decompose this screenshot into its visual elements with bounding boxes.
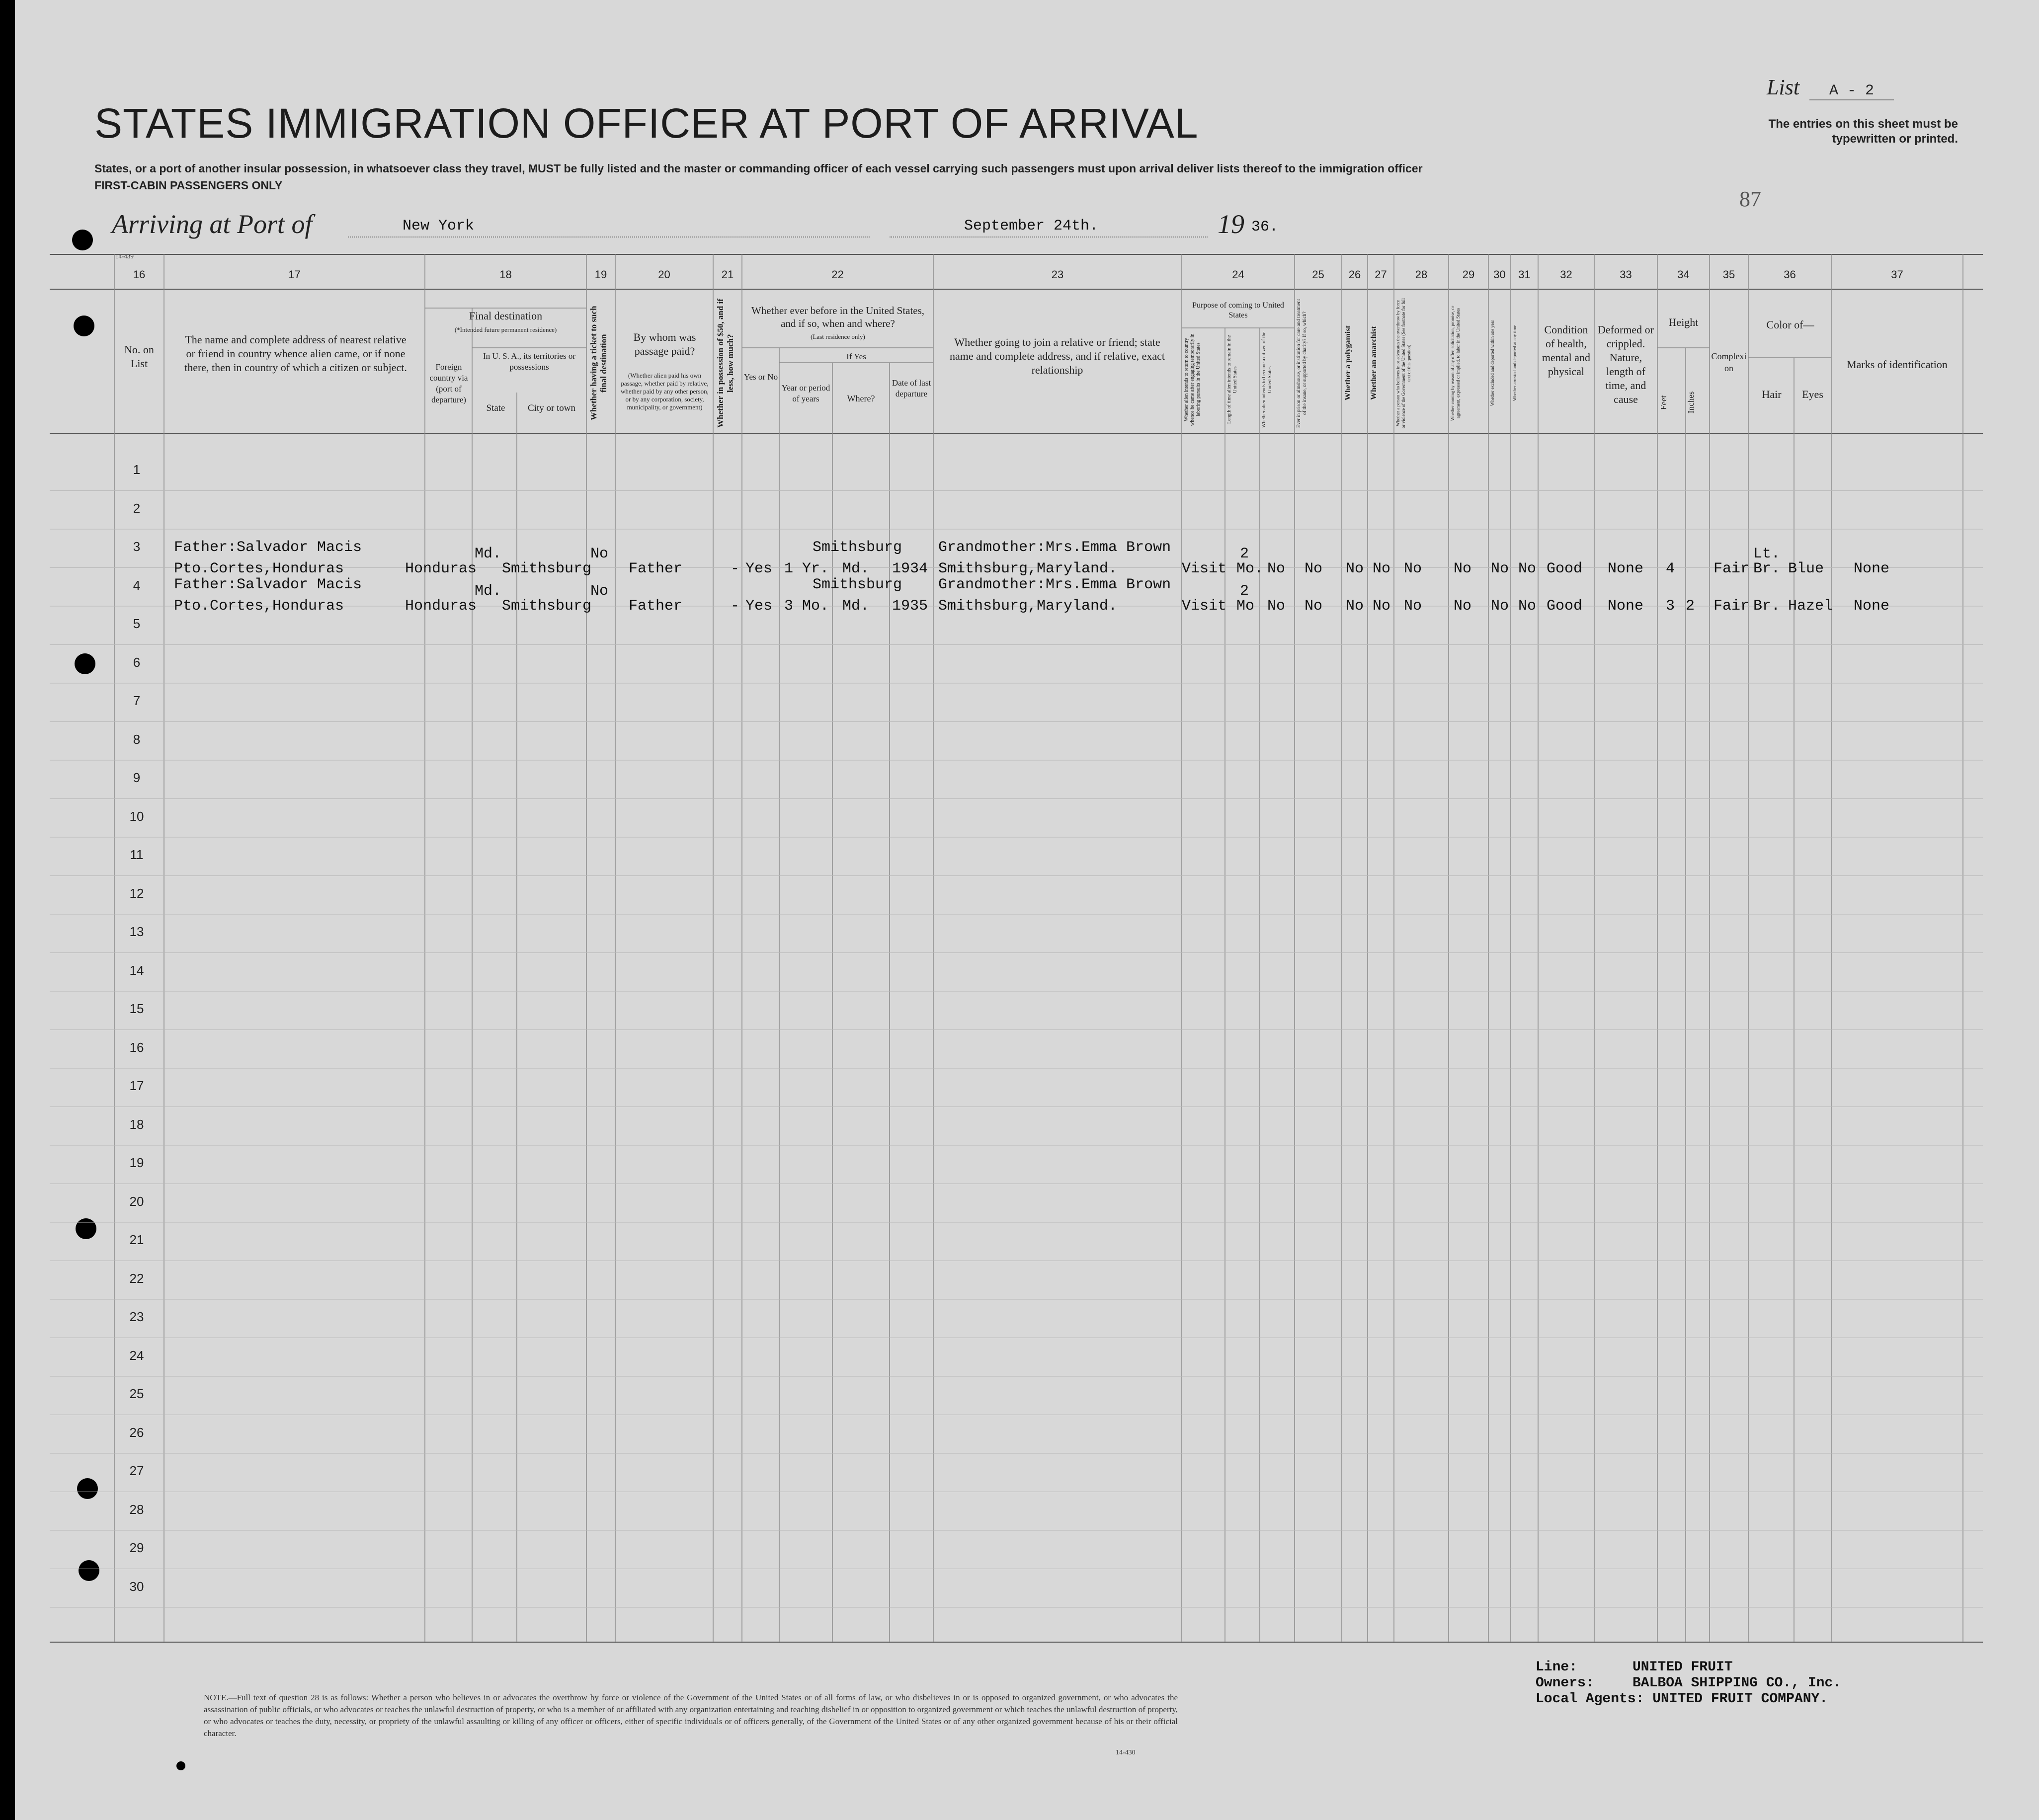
q30: No	[1491, 598, 1509, 615]
col-num-21: 21	[721, 268, 734, 281]
punch-hole	[76, 1218, 96, 1239]
header-color-of: Color of—	[1766, 318, 1814, 331]
where-line2: Md.	[842, 560, 870, 577]
header-condition: Condition of health, mental and physical	[1542, 323, 1591, 378]
header-inches: Inches	[1686, 391, 1696, 414]
row-number: 18	[129, 1116, 144, 1132]
punch-hole	[72, 230, 93, 250]
q29: No	[1454, 560, 1472, 577]
prison: No	[1305, 598, 1323, 615]
city: Smithsburg	[502, 598, 592, 615]
row-number: 17	[129, 1078, 144, 1093]
header-state: State	[486, 403, 505, 413]
row-number: 3	[133, 539, 141, 554]
row-number: 11	[130, 847, 144, 862]
instructions-text: States, or a port of another insular possession, in whatsoever class they travel, MUST be fully listed and the master or commanding officer of each vessel carrying such passengers must upon arrival deliver lists thereof to the immigration officer	[94, 162, 1423, 175]
col-num-23: 23	[1051, 268, 1064, 281]
foreign-country: Honduras	[405, 598, 477, 615]
header-anarchist: Whether an anarchist	[1370, 326, 1378, 400]
punch-hole	[176, 1761, 185, 1770]
header-ever-before-note: (Last residence only)	[811, 333, 865, 340]
join-line1: Grandmother:Mrs.Emma Brown	[938, 539, 1171, 556]
header-purpose-c: Whether alien intends to become a citizen of the United States	[1261, 331, 1273, 428]
header-purpose: Purpose of coming to United States	[1192, 301, 1284, 319]
agents-label: Local Agents:	[1536, 1691, 1644, 1707]
instructions	[94, 160, 1685, 194]
punch-hole	[79, 1560, 99, 1581]
row-number: 4	[133, 577, 141, 593]
ever-before: Yes	[745, 560, 773, 577]
departure: 1935	[892, 598, 928, 615]
q30: No	[1491, 560, 1509, 577]
header-final-destination-note: (*Intended future permanent residence)	[454, 326, 557, 333]
row-number: 10	[129, 808, 144, 824]
header-prison: Ever in prison or almshouse, or institution for care and treatment of the insane, or supported by charity? If so, which?	[1296, 299, 1307, 428]
page-title: STATES IMMIGRATION OFFICER AT PORT OF ARRIVAL	[94, 100, 1199, 147]
list-value: A - 2	[1809, 82, 1894, 100]
header-if-yes: If Yes	[846, 352, 866, 361]
row-number: 8	[133, 731, 141, 747]
header-complexion: Complexion	[1711, 351, 1747, 373]
period: 1 Yr.	[784, 560, 829, 577]
page-number: 87	[1739, 187, 1761, 211]
feet: 4	[1666, 560, 1675, 577]
header-passage-paid: By whom was passage paid?	[633, 331, 696, 357]
col-num-27: 27	[1375, 268, 1387, 281]
header-date-departure: Date of last departure	[892, 378, 931, 398]
eyes: Blue	[1788, 560, 1824, 577]
col-num-22: 22	[831, 268, 844, 281]
header-yes-no: Yes or No	[743, 372, 778, 382]
fifty-dollars: -	[731, 598, 740, 615]
hair-line1: Lt.	[1753, 546, 1781, 562]
citizen: No	[1267, 560, 1286, 577]
list-label: List	[1767, 75, 1800, 99]
line-label: Line:	[1536, 1660, 1578, 1675]
col-num-34: 34	[1677, 268, 1690, 281]
complexion: Fair	[1713, 598, 1750, 615]
departure: 1934	[892, 560, 928, 577]
header-hair: Hair	[1762, 388, 1782, 400]
col-num-17: 17	[288, 268, 301, 281]
header-in-usa: In U. S. A., its territories or possessions	[483, 351, 576, 372]
header-q28: Whether a person who believes in or advocates the overthrow by force or violence of the Government of the United States (See footnote for full text of this question)	[1395, 298, 1411, 428]
owners-value: BALBOA SHIPPING CO., Inc.	[1632, 1675, 1842, 1691]
row-number: 9	[133, 770, 141, 785]
col-num-20: 20	[658, 268, 670, 281]
eyes: Hazel	[1788, 598, 1833, 615]
col-num-29: 29	[1462, 268, 1475, 281]
col-num-28: 28	[1415, 268, 1428, 281]
footer-form-code: 14-430	[1116, 1749, 1136, 1756]
col-num-26: 26	[1348, 268, 1361, 281]
row-number: 13	[129, 924, 144, 939]
row-number: 19	[129, 1155, 144, 1170]
punch-hole	[75, 653, 95, 674]
arriving-label: Arriving at Port of	[112, 209, 313, 239]
header-fifty-dollars: Whether in possession of $50, and if less, how much?	[716, 299, 735, 428]
hair-line2: Br.	[1753, 598, 1781, 615]
state: Md.	[475, 546, 502, 562]
header-q29: Whether coming by reason of any offer, solicitation, promise, or agreement, expressed or implied, to labor in the United States	[1450, 306, 1461, 421]
row-number: 20	[129, 1193, 144, 1209]
purpose: Visit	[1182, 598, 1227, 615]
relative-line2: Pto.Cortes,Honduras	[174, 560, 344, 577]
length-line1: 2	[1240, 583, 1249, 600]
feet: 3	[1666, 598, 1675, 615]
row-number: 28	[129, 1502, 144, 1517]
header-marks: Marks of identification	[1847, 358, 1948, 371]
length-line2: Mo.	[1236, 560, 1264, 577]
row-number: 15	[129, 1001, 144, 1016]
form-code: 14-439	[115, 252, 134, 260]
row-number: 22	[129, 1270, 144, 1286]
deformed: None	[1608, 560, 1644, 577]
row-number: 27	[129, 1463, 144, 1478]
deformed: None	[1608, 598, 1644, 615]
header-purpose-b: Length of time alien intends to remain in the United States	[1226, 335, 1238, 424]
header-height: Height	[1668, 316, 1699, 328]
fifty-dollars: -	[731, 560, 740, 577]
header-passage-note: (Whether alien paid his own passage, whether paid by relative, whether paid by any other person, or by any corporation, society, municipality, or government)	[621, 372, 709, 411]
year-prefix: 19	[1218, 209, 1244, 239]
row-number: 30	[129, 1579, 144, 1594]
where-line1: Smithsburg	[813, 576, 902, 593]
header-no-on-list: No. on List	[124, 343, 154, 370]
city: Smithsburg	[502, 560, 592, 577]
col-num-19: 19	[594, 268, 607, 281]
row-number: 6	[133, 654, 141, 670]
polygamist: No	[1346, 598, 1364, 615]
header-city: City or town	[527, 403, 576, 413]
q31: No	[1518, 560, 1537, 577]
punch-hole	[74, 316, 94, 336]
row-number: 23	[129, 1309, 144, 1324]
length-line1: 2	[1240, 546, 1249, 562]
punch-hole	[77, 1478, 98, 1499]
header-q30: Whether excluded and deported within one year	[1490, 320, 1495, 406]
header-where: Where?	[847, 394, 875, 403]
foreign-country: Honduras	[405, 560, 477, 577]
row-number: 7	[133, 693, 141, 708]
header-nearest-relative: The name and complete address of nearest relative or friend in country whence alien came, or if none there, then in country of which a citizen or subject.	[184, 333, 407, 374]
header-joining: Whether going to join a relative or friend; state name and complete address, and if relative, exact relationship	[949, 336, 1165, 376]
header-year-period: Year or period of years	[781, 383, 830, 403]
row-number: 21	[129, 1232, 144, 1247]
q28: No	[1404, 560, 1422, 577]
col-num-30: 30	[1493, 268, 1506, 281]
prison: No	[1305, 560, 1323, 577]
ship-owners	[1536, 1660, 1841, 1707]
col-num-18: 18	[499, 268, 512, 281]
row-number: 16	[129, 1039, 144, 1055]
port-value: New York	[403, 218, 475, 235]
ticket: No	[590, 583, 609, 600]
anarchist: No	[1373, 598, 1391, 615]
header-ever-before: Whether ever before in the United States, and if so, when and where?	[751, 305, 925, 329]
col-num-25: 25	[1312, 268, 1324, 281]
header-deformed: Deformed or crippled. Nature, length of time, and cause	[1597, 323, 1654, 405]
q29: No	[1454, 598, 1472, 615]
health: Good	[1547, 598, 1583, 615]
state: Md.	[475, 583, 502, 600]
header-eyes: Eyes	[1802, 388, 1823, 400]
line-value: UNITED FRUIT	[1632, 1660, 1733, 1675]
marks: None	[1854, 560, 1890, 577]
relative-line1: Father:Salvador Macis	[174, 576, 362, 593]
row-number: 24	[129, 1347, 144, 1363]
passage-paid: Father	[629, 598, 683, 615]
row-number: 29	[129, 1540, 144, 1555]
list-number	[1767, 75, 1894, 100]
period: 3 Mo.	[784, 598, 829, 615]
footer-note: NOTE.—Full text of question 28 is as follows: Whether a person who believes in or advocates the overthrow by force or violence of the Government of the United States or of all forms of law, or who disbelieves in or is opposed to organized government, or who advocates the assassination of public officials, or who advocates or teaches the unlawful destruction of property, or who is a member of or affiliated with any organization entertaining and teaching disbelief in or opposition to organized government or which teaches the unlawful destruction of property, or who advocates or teaches the duty, necessity, or propriety of the unlawful assaulting or killing of any officer or officers, either of specific individuals or of officers generally, of the Government of the United States or of any other organized government because of his or their official character.	[204, 1693, 1178, 1738]
row-number: 26	[129, 1424, 144, 1440]
col-num-32: 32	[1560, 268, 1572, 281]
col-num-16: 16	[133, 268, 146, 281]
inches: 2	[1686, 598, 1695, 615]
col-num-24: 24	[1232, 268, 1244, 281]
relative-line1: Father:Salvador Macis	[174, 539, 362, 556]
marks: None	[1854, 598, 1890, 615]
passage-paid: Father	[629, 560, 683, 577]
header-feet: Feet	[1659, 395, 1668, 410]
row-number: 2	[133, 500, 141, 516]
date-value: September 24th.	[964, 218, 1099, 235]
row-number: 25	[129, 1386, 144, 1401]
anarchist: No	[1373, 560, 1391, 577]
header-foreign-country: Foreign country via (port of departure)	[429, 362, 468, 404]
col-num-36: 36	[1784, 268, 1796, 281]
polygamist: No	[1346, 560, 1364, 577]
length-line2: Mo	[1236, 598, 1255, 615]
hair-line2: Br.	[1753, 560, 1781, 577]
class-line: FIRST-CABIN PASSENGERS ONLY	[94, 179, 283, 192]
complexion: Fair	[1713, 560, 1750, 577]
citizen: No	[1267, 598, 1286, 615]
owners-label: Owners:	[1536, 1675, 1594, 1691]
where-line2: Md.	[842, 598, 870, 615]
join-line1: Grandmother:Mrs.Emma Brown	[938, 576, 1171, 593]
header-ticket: Whether having a ticket to such final destination	[589, 306, 608, 421]
purpose: Visit	[1182, 560, 1227, 577]
sheet-note: The entries on this sheet must be typewritten or printed.	[1768, 117, 1958, 146]
header-q31: Whether arrested and deported at any time	[1512, 325, 1517, 401]
col-num-37: 37	[1891, 268, 1903, 281]
col-num-33: 33	[1620, 268, 1632, 281]
row-number: 5	[133, 616, 141, 631]
header-polygamist: Whether a polygamist	[1344, 325, 1352, 401]
q28: No	[1404, 598, 1422, 615]
ticket: No	[590, 546, 609, 562]
health: Good	[1547, 560, 1583, 577]
header-final-destination: Final destination	[469, 310, 543, 322]
ever-before: Yes	[745, 598, 773, 615]
row-number: 12	[129, 885, 144, 901]
year-suffix: 36.	[1251, 219, 1279, 236]
row-number: 14	[129, 962, 144, 978]
row-number: 1	[133, 462, 141, 477]
header-purpose-a: Whether alien intends to return to country whence he came after engaging temporarily in laboring pursuits in the United States	[1184, 333, 1201, 426]
col-num-31: 31	[1518, 268, 1531, 281]
relative-line2: Pto.Cortes,Honduras	[174, 598, 344, 615]
q31: No	[1518, 598, 1537, 615]
join-line2: Smithsburg,Maryland.	[938, 560, 1118, 577]
col-num-35: 35	[1722, 268, 1735, 281]
agents-value: UNITED FRUIT COMPANY.	[1652, 1691, 1828, 1707]
join-line2: Smithsburg,Maryland.	[938, 598, 1118, 615]
where-line1: Smithsburg	[813, 539, 902, 556]
